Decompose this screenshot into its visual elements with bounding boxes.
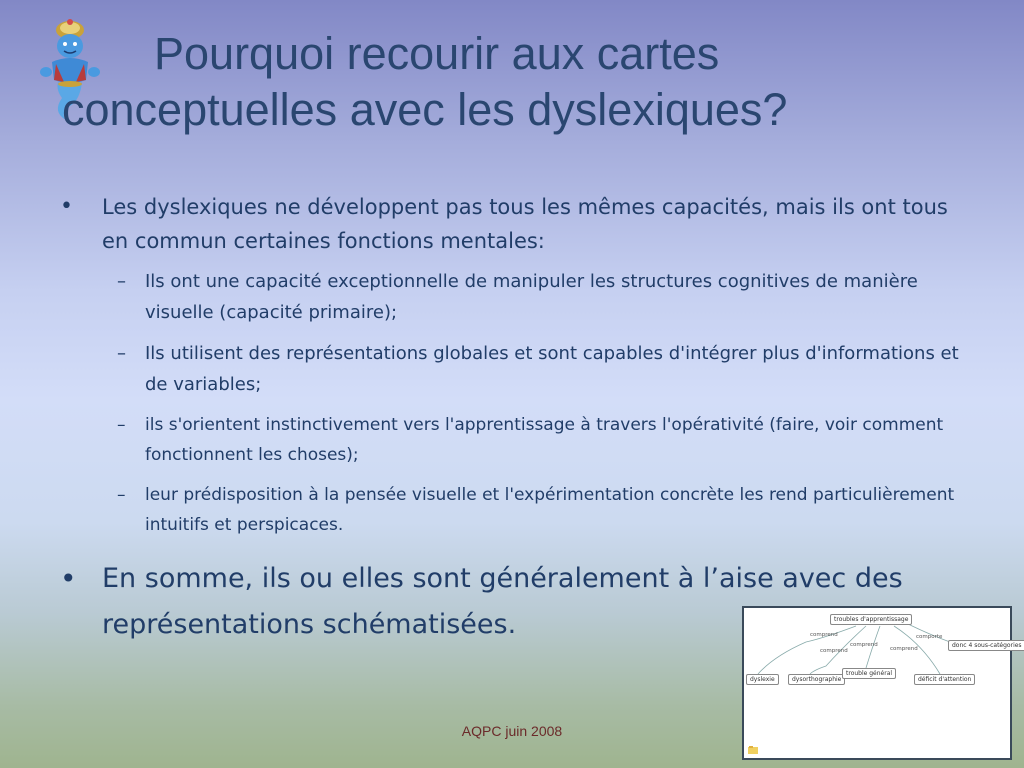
- bullet-marker: •: [60, 562, 77, 595]
- map-root-node: troubles d'apprentissage: [830, 614, 912, 625]
- title-line-2: conceptuelles avec les dyslexiques?: [62, 84, 788, 135]
- map-node: trouble général: [842, 668, 896, 679]
- map-link-label: comporte: [916, 634, 943, 640]
- dash-marker: –: [117, 271, 126, 292]
- map-link-label: comprend: [810, 632, 838, 638]
- sub-bullet-text: ils s'orientent instinctivement vers l'apprentissage à travers l'opérativité (faire, voir comment fonctionnent les choses);: [145, 415, 944, 465]
- dash-marker: –: [117, 485, 126, 505]
- title-line-1: Pourquoi recourir aux cartes: [154, 28, 720, 79]
- map-node: donc 4 sous-catégories: [948, 640, 1024, 651]
- sub-bullet-text: leur prédisposition à la pensée visuelle et l'expérimentation concrète les rend particulièrement intuitifs et perspicaces.: [145, 485, 955, 535]
- bullet-text: En somme, ils ou elles sont généralement à l’aise avec des représentations schématisées.: [102, 563, 903, 640]
- sub-bullet-item: [117, 266, 980, 328]
- slide-footer: AQPC juin 2008: [461, 723, 563, 739]
- map-corner-icon: [748, 746, 758, 754]
- sub-bullet-item: [117, 410, 980, 470]
- map-link-label: comprend: [890, 646, 918, 652]
- slide-title: [62, 26, 1002, 138]
- dash-marker: –: [117, 343, 126, 364]
- sub-bullet-text: Ils utilisent des représentations globales et sont capables d'intégrer plus d'informations et de variables;: [145, 343, 959, 395]
- dash-marker: –: [117, 415, 126, 435]
- map-node: dysorthographie: [788, 674, 845, 685]
- sub-bullet-item: [117, 480, 980, 540]
- bullet-text: Les dyslexiques ne développent pas tous les mêmes capacités, mais ils ont tous en commun certaines fonctions mentales:: [102, 195, 948, 253]
- map-link-label: comprend: [850, 642, 878, 648]
- map-node: déficit d'attention: [914, 674, 975, 685]
- sub-bullet-item: [117, 338, 980, 400]
- sub-bullet-text: Ils ont une capacité exceptionnelle de manipuler les structures cognitives de manière visuelle (capacité primaire);: [145, 271, 918, 323]
- concept-map-image: [742, 606, 1022, 760]
- bullet-marker: •: [60, 194, 73, 219]
- map-link-label: comprend: [820, 648, 848, 654]
- slide-body: [60, 190, 980, 656]
- map-node: dyslexie: [746, 674, 779, 685]
- bullet-item: [60, 190, 980, 258]
